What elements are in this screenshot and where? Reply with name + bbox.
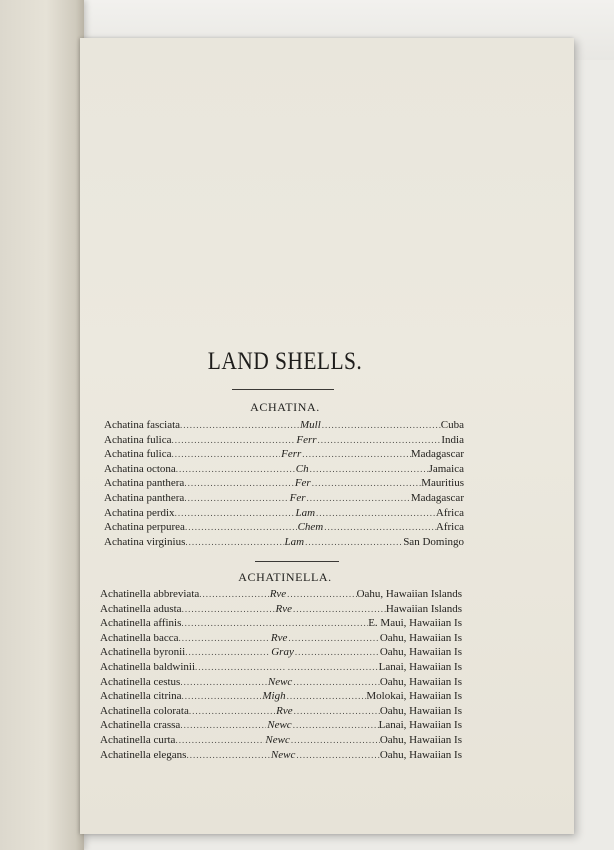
achatina-entry-list [104,418,464,549]
list-item [104,491,464,506]
species-name: Achatinella affinis [100,617,182,630]
list-item [100,748,462,763]
list-item [100,689,462,704]
locality: E. Maui, Hawaiian Is [368,617,462,630]
species-name: Achatina fulica [104,433,172,446]
list-item [104,447,464,462]
section-heading-achatinella: ACHATINELLA. [238,570,332,584]
author-abbreviation: Gray [271,646,294,659]
leader-dots [180,718,266,733]
locality: Molokai, Hawaiian Is [366,690,462,703]
leader-dots [288,631,379,646]
leader-dots [172,433,296,448]
species-name: Achatina virginius [104,535,186,548]
list-item [100,645,462,660]
author-abbreviation: Newc [265,733,290,746]
leader-dots [178,631,269,646]
species-name: Achatinella abbreviata [100,588,200,600]
list-item [100,733,462,748]
species-name: Achatinella elegans [100,748,187,761]
species-name: Achatinella colorata [100,704,189,717]
leader-dots [276,616,368,631]
locality: Oahu, Hawaiian Is [379,704,462,717]
leader-dots [182,689,262,704]
species-name: Achatinella cestus [100,675,181,688]
leader-dots [172,447,281,462]
locality: India [441,433,464,446]
species-name: Achatinella byronii [100,646,186,659]
leader-dots [312,476,422,491]
leader-dots [181,616,273,631]
leader-dots [318,433,442,448]
leader-dots [307,491,411,506]
locality: Madagascar [410,491,464,504]
locality: Africa [435,506,464,519]
author-abbreviation: Ferr [296,433,317,446]
locality: Africa [435,521,464,534]
leader-dots [294,704,380,719]
list-item [104,462,464,477]
list-item [104,418,464,433]
list-item [104,476,464,491]
locality: Lanai, Hawaiian Is [378,719,462,732]
author-abbreviation: Chem [297,521,324,534]
locality: San Domingo [403,535,464,548]
list-item [104,535,464,550]
author-abbreviation: Rve [269,588,287,600]
list-item [104,433,464,448]
list-item [100,675,462,690]
locality: Cuba [440,419,464,431]
list-item [104,506,464,521]
leader-dots [195,660,286,675]
leader-dots [182,602,275,617]
author-abbreviation: Newc [267,719,292,732]
species-name: Achatina octona [104,462,176,475]
locality: Oahu, Hawaiian Is [379,675,462,688]
species-name: Achatinella adusta [100,602,182,615]
leader-dots [180,418,299,433]
author-abbreviation: Newc [270,748,296,761]
facing-page-edge [0,0,84,850]
list-item [100,660,462,675]
locality: Hawaiian Islands [385,602,462,615]
species-name: Achatinella bacca [100,631,179,644]
author-abbreviation: Migh [262,690,286,703]
species-name: Achatina panthera [104,491,185,504]
species-name: Achatinella baldwinii [100,660,195,673]
leader-dots [176,462,295,477]
leader-dots [293,718,379,733]
leader-dots [310,462,429,477]
author-abbreviation: Rve [270,631,288,644]
author-abbreviation: Fer [294,477,311,490]
leader-dots [184,476,294,491]
leader-dots [316,506,436,521]
leader-dots [291,733,380,748]
leader-dots [288,660,379,675]
author-abbreviation: Fer [289,491,306,504]
leader-dots [180,675,267,690]
author-abbreviation: Lam [284,535,305,548]
author-abbreviation: Newc [267,675,293,688]
leader-dots [293,602,386,617]
list-item [104,520,464,535]
section-heading-achatina: ACHATINA. [250,400,320,414]
species-name: Achatina fulica [104,448,172,461]
leader-dots [322,418,441,433]
list-item [100,602,462,617]
leader-dots [186,748,269,763]
locality: Oahu, Hawaiian Is [379,733,462,746]
leader-dots [189,704,275,719]
leader-dots [185,520,297,535]
locality: Oahu, Hawaiian Is [379,646,462,659]
locality: Oahu, Hawaiian Is [379,631,462,644]
author-abbreviation: Mull [300,419,321,431]
list-item [100,704,462,719]
list-item [100,718,462,733]
locality: Mauritius [421,477,464,490]
locality: Oahu, Hawaiian Islands [356,588,462,600]
leader-dots [295,645,380,660]
locality: Lanai, Hawaiian Is [378,660,462,673]
page-title: LAND SHELLS. [207,348,363,375]
leader-dots [175,733,264,748]
leader-dots [305,535,403,550]
leader-dots [324,520,436,535]
list-item [100,616,462,631]
title-rule [232,389,334,390]
species-name: Achatinella crassa [100,719,181,732]
list-item [100,587,462,602]
species-name: Achatina panthera [104,477,185,490]
author-abbreviation: Rve [276,704,293,717]
achatinella-entry-list [100,587,462,762]
species-name: Achatina fasciata [104,419,181,431]
locality: Oahu, Hawaiian Is [379,748,462,761]
leader-dots [175,506,295,521]
leader-dots [185,535,283,550]
leader-dots [302,447,411,462]
leader-dots [293,675,380,690]
species-name: Achatina perpurea [104,521,185,534]
author-abbreviation: Ch [295,462,309,475]
section-rule [255,561,339,562]
species-name: Achatinella curta [100,733,176,746]
leader-dots [287,689,367,704]
locality: Madagascar [410,448,464,461]
leader-dots [184,491,288,506]
leader-dots [296,748,379,763]
locality: Jamaica [428,462,464,475]
list-item [100,631,462,646]
species-name: Achatina perdix [104,506,175,519]
leader-dots [287,587,356,602]
author-abbreviation: Ferr [281,448,302,461]
author-abbreviation: Lam [295,506,316,519]
leader-dots [199,587,268,602]
leader-dots [185,645,270,660]
author-abbreviation: Rve [275,602,292,615]
species-name: Achatinella citrina [100,690,182,703]
